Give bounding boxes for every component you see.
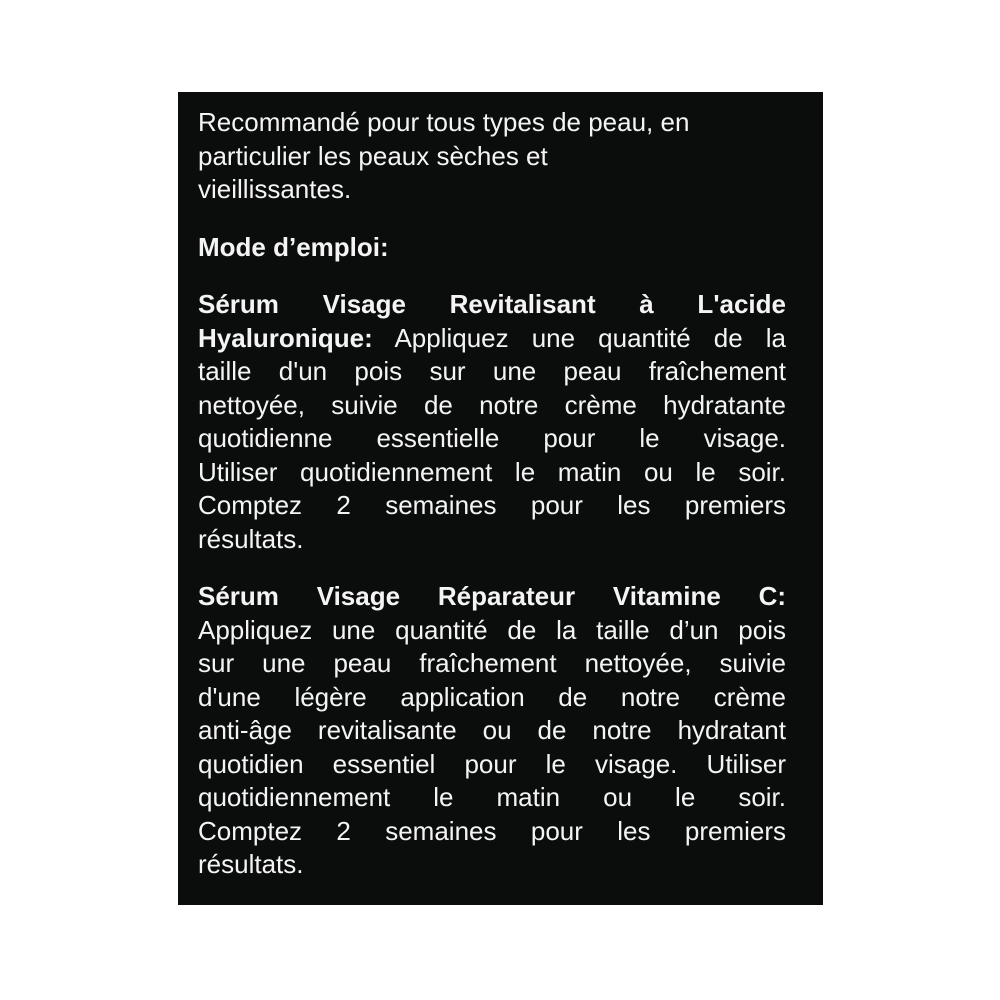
usage-heading-label: Mode d’emploi: — [198, 231, 389, 262]
body-text: Comptez 2 semaines pour les premiers — [198, 815, 786, 846]
body-text: anti-âge revitalisante ou de notre hydratant — [198, 715, 786, 745]
text-line — [198, 288, 786, 322]
text-line — [198, 489, 786, 523]
text-line — [198, 173, 786, 207]
intro-paragraph — [198, 106, 786, 207]
text-line — [198, 848, 786, 882]
text-line — [198, 580, 786, 614]
body-text: taille d'un pois sur une peau fraîchement — [198, 356, 786, 386]
text-line — [198, 355, 786, 389]
serum-hyaluronique-title-line-2: Hyaluronique: — [198, 322, 373, 353]
body-text: Utiliser quotidiennement le matin ou le soir. — [198, 456, 786, 487]
text-line — [198, 231, 786, 265]
body-text: quotidienne essentielle pour le visage. — [198, 423, 786, 453]
usage-heading — [198, 231, 786, 265]
text-line — [198, 523, 786, 557]
text-line — [198, 456, 786, 490]
text-line — [198, 714, 786, 748]
body-text: nettoyée, suivie de notre crème hydratante — [198, 389, 786, 420]
intro-line-3: vieillissantes. — [198, 174, 352, 204]
body-text: Comptez 2 semaines pour les premiers — [198, 490, 786, 520]
body-text: résultats. — [198, 523, 304, 554]
body-text: d'une légère application de notre crème — [198, 681, 786, 712]
text-line — [198, 106, 786, 140]
text-line — [198, 781, 786, 815]
text-line — [198, 681, 786, 715]
body-text: Appliquez une quantité de la taille d’un pois — [198, 614, 786, 645]
text-line — [198, 389, 786, 423]
body-text: résultats. — [198, 849, 304, 879]
serum-hyaluronique-paragraph — [198, 288, 786, 556]
intro-line-1: Recommandé pour tous types de peau, en — [198, 107, 690, 137]
product-label-panel — [178, 92, 823, 905]
text-line — [198, 815, 786, 849]
text-line — [198, 422, 786, 456]
text-line — [198, 614, 786, 648]
text-line — [198, 140, 786, 174]
text-line — [198, 322, 786, 356]
text-line — [198, 748, 786, 782]
body-text: Appliquez une quantité de la — [372, 322, 786, 353]
intro-line-2: particulier les peaux sèches et — [198, 140, 548, 171]
body-text: quotidien essentiel pour le visage. Utiliser — [198, 748, 786, 779]
serum-hyaluronique-title-line-1: Sérum Visage Revitalisant à L'acide — [198, 289, 786, 319]
body-text: sur une peau fraîchement nettoyée, suivie — [198, 648, 786, 678]
serum-vitamine-c-title: Sérum Visage Réparateur Vitamine C: — [198, 581, 786, 611]
text-line — [198, 647, 786, 681]
body-text: quotidiennement le matin ou le soir. — [198, 782, 786, 812]
serum-vitamine-c-paragraph — [198, 580, 786, 882]
